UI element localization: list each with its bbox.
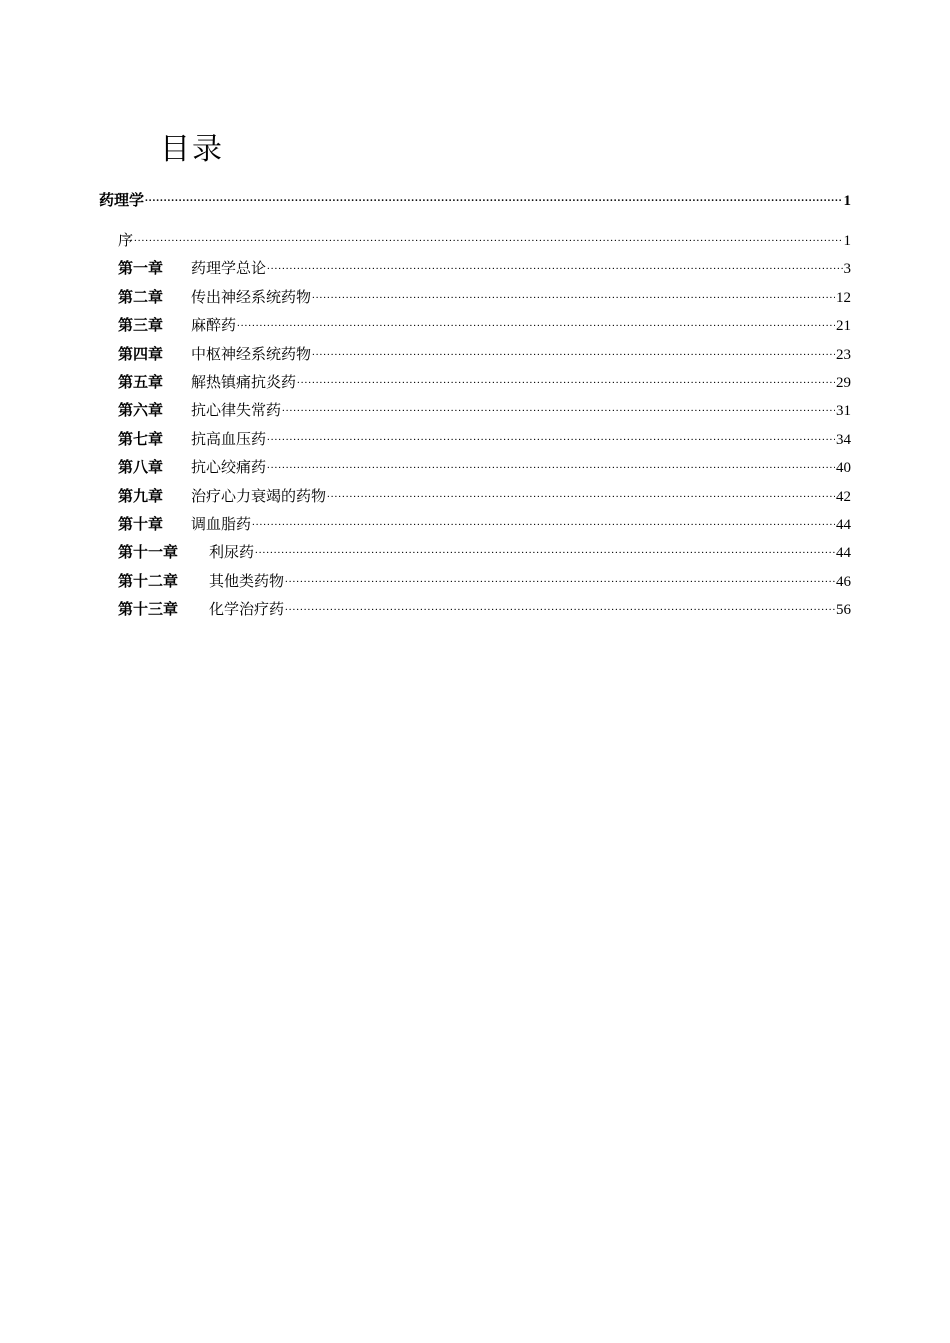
page-title: 目录 [160, 132, 224, 167]
toc-page-number: 44 [836, 545, 851, 562]
toc-entry-chapter-1[interactable] [99, 258, 851, 286]
toc-chapter-number: 第八章 [118, 458, 164, 477]
toc-dot-leader [312, 345, 835, 359]
toc-chapter-number: 第七章 [118, 429, 164, 448]
toc-chapter-number: 第十二章 [118, 571, 179, 590]
toc-page-number: 12 [836, 289, 851, 306]
toc-page-number: 3 [843, 261, 851, 278]
toc-entry-preface[interactable] [99, 230, 851, 258]
toc-entry-chapter-2[interactable] [99, 287, 851, 315]
toc-entry-title: 其他类药物 [209, 571, 285, 590]
toc-entry-chapter-8[interactable] [99, 457, 851, 485]
toc-page-number: 1 [843, 233, 851, 249]
toc-entry-title: 药理学总论 [191, 259, 267, 278]
toc-entry-title: 药理学 [99, 191, 145, 209]
toc-page-number: 46 [836, 573, 851, 590]
toc-entry-title: 中枢神经系统药物 [191, 344, 312, 363]
toc-chapter-number: 第十章 [118, 514, 164, 533]
toc-dot-leader [312, 288, 835, 302]
toc-entry-title: 抗高血压药 [191, 429, 267, 448]
table-of-contents [99, 190, 851, 627]
toc-dot-leader [327, 487, 835, 501]
toc-entry-chapter-13[interactable] [99, 599, 851, 627]
toc-entry-title: 解热镇痛抗炎药 [191, 372, 297, 391]
toc-chapter-number: 第一章 [118, 259, 164, 278]
toc-page-number: 34 [836, 431, 851, 448]
toc-chapter-number: 第四章 [118, 344, 164, 363]
toc-dot-leader [252, 515, 835, 529]
toc-chapter-number: 第九章 [118, 486, 164, 505]
toc-dot-leader [267, 458, 835, 472]
toc-page-number: 1 [843, 193, 851, 209]
toc-entry-title: 化学治疗药 [209, 600, 285, 619]
toc-entry-title: 调血脂药 [191, 514, 252, 533]
toc-dot-leader [282, 401, 835, 415]
toc-entry-chapter-4[interactable] [99, 344, 851, 372]
toc-dot-leader [267, 430, 835, 444]
toc-entry-title: 治疗心力衰竭的药物 [191, 486, 327, 505]
toc-page-number: 23 [836, 346, 851, 363]
toc-entry-title: 传出神经系统药物 [191, 287, 312, 306]
toc-chapter-number: 第五章 [118, 372, 164, 391]
toc-entry-chapter-9[interactable] [99, 486, 851, 514]
toc-entry-chapter-7[interactable] [99, 429, 851, 457]
toc-entry-chapter-5[interactable] [99, 372, 851, 400]
toc-entry-title: 抗心绞痛药 [191, 458, 267, 477]
toc-dot-leader [237, 316, 835, 330]
toc-chapter-number: 第二章 [118, 287, 164, 306]
toc-dot-leader [267, 259, 842, 273]
toc-entry-chapter-10[interactable] [99, 514, 851, 542]
toc-entry-chapter-11[interactable] [99, 542, 851, 570]
toc-dot-leader [255, 543, 835, 557]
toc-page-number: 40 [836, 460, 851, 477]
toc-chapter-number: 第十一章 [118, 543, 179, 562]
toc-page-number: 31 [836, 403, 851, 420]
toc-page-number: 42 [836, 488, 851, 505]
toc-chapter-number: 第六章 [118, 401, 164, 420]
toc-chapter-number: 第十三章 [118, 600, 179, 619]
toc-entry-title: 麻醉药 [191, 316, 237, 335]
toc-entry-title: 抗心律失常药 [191, 401, 282, 420]
toc-page-number: 29 [836, 374, 851, 391]
toc-page-number: 21 [836, 318, 851, 335]
toc-entry-chapter-6[interactable] [99, 400, 851, 428]
toc-chapter-number: 第三章 [118, 316, 164, 335]
toc-dot-leader [285, 572, 835, 586]
toc-entry-main[interactable] [99, 190, 851, 230]
toc-dot-leader [145, 191, 842, 205]
toc-entry-title: 序 [118, 231, 134, 249]
toc-dot-leader [134, 231, 842, 245]
toc-page-number: 44 [836, 516, 851, 533]
toc-dot-leader [285, 600, 835, 614]
toc-entry-title: 利尿药 [209, 543, 255, 562]
toc-page-number: 56 [836, 602, 851, 619]
toc-dot-leader [297, 373, 835, 387]
toc-entry-chapter-12[interactable] [99, 571, 851, 599]
toc-entry-chapter-3[interactable] [99, 315, 851, 343]
